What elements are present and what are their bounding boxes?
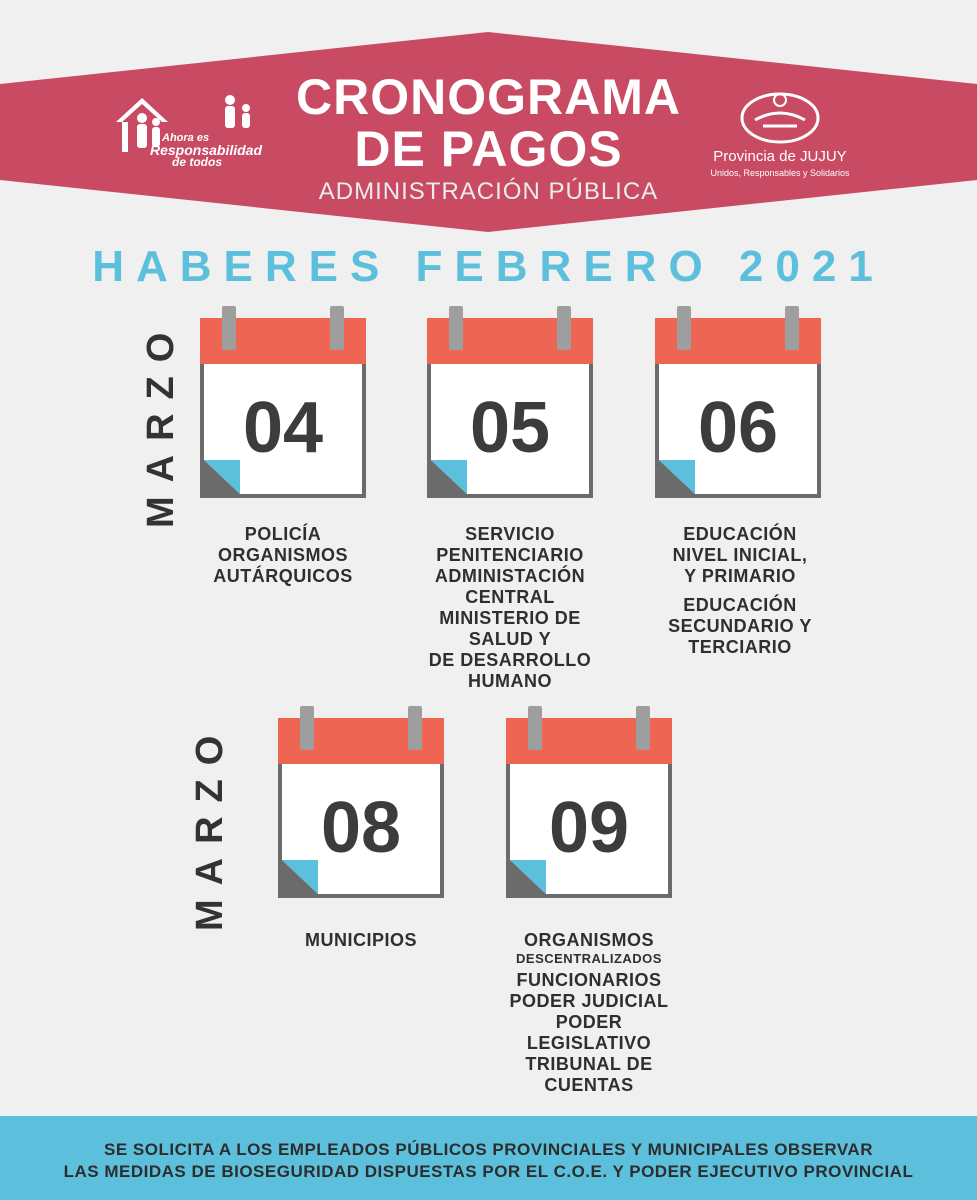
recipient-line: Y PRIMARIO <box>684 566 796 586</box>
month-label-row2: MARZO <box>189 721 231 931</box>
recipient-line: LEGISLATIVO <box>526 1033 652 1053</box>
calendar-day-05 <box>427 306 593 502</box>
calendar-day-08 <box>278 706 444 902</box>
recipient-line: TERCIARIO <box>688 637 792 657</box>
month-label-row1: MARZO <box>140 318 182 528</box>
jujuy-seal-icon <box>735 86 825 146</box>
logo-left-line1: Ahora es <box>162 132 210 144</box>
recipient-line: NIVEL INICIAL, <box>672 545 808 565</box>
footer-banner <box>0 1116 977 1200</box>
section-heading: HABERES FEBRERO 2021 <box>92 242 885 291</box>
footer-line2: LAS MEDIDAS DE BIOSEGURIDAD DISPUESTAS POR EL C.O.E. Y PODER EJECUTIVO PROVINCIAL <box>63 1162 914 1181</box>
calendar-day-04 <box>200 306 366 502</box>
page-title-line2: DE PAGOS <box>354 121 623 177</box>
recipient-line: SERVICIO <box>465 524 555 544</box>
recipient-line: MUNICIPIOS <box>304 930 417 950</box>
calendar-day-number: 04 <box>242 388 324 468</box>
recipient-line: PODER JUDICIAL <box>509 991 669 1011</box>
logo-right-name: Provincia de JUJUY <box>713 148 847 165</box>
calendar-day-number: 08 <box>320 788 402 868</box>
recipients-day-05 <box>400 524 620 692</box>
recipient-line: ORGANISMOS <box>217 545 348 565</box>
logo-left-line2: Responsabilidad <box>150 142 263 158</box>
recipient-line: ORGANISMOS <box>523 930 654 950</box>
calendar-day-number: 05 <box>469 388 551 468</box>
ahora-responsabilidad-logo <box>112 92 272 169</box>
recipient-line: AUTÁRQUICOS <box>213 566 353 586</box>
recipient-line: DESCENTRALIZADOS <box>516 951 662 966</box>
recipient-line: EDUCACIÓN <box>683 595 797 615</box>
recipient-line: DE DESARROLLO <box>428 650 592 670</box>
footer-line1: SE SOLICITA A LOS EMPLEADOS PÚBLICOS PROVINCIALES Y MUNICIPALES OBSERVAR <box>104 1140 873 1159</box>
recipients-day-06 <box>630 524 850 658</box>
recipients-day-08 <box>256 930 466 951</box>
calendar-day-number: 09 <box>548 788 630 868</box>
page-title-line1: CRONOGRAMA <box>296 69 681 125</box>
recipient-line: EDUCACIÓN <box>683 524 797 544</box>
calendar-day-09 <box>506 706 672 902</box>
page-subtitle: ADMINISTRACIÓN PÚBLICA <box>318 178 659 205</box>
recipient-line: PENITENCIARIO <box>436 545 584 565</box>
recipient-line: TRIBUNAL DE <box>525 1054 653 1074</box>
recipient-line: CENTRAL <box>465 587 555 607</box>
recipient-line: ADMINISTACIÓN <box>434 566 586 586</box>
logo-right-tagline: Unidos, Responsables y Solidarios <box>710 168 850 178</box>
family-figures-icon <box>216 92 256 132</box>
recipient-line: SALUD Y <box>468 629 552 649</box>
recipient-line: PODER <box>555 1012 623 1032</box>
recipient-line: POLICÍA <box>244 524 322 544</box>
logo-left-line3: de todos <box>172 155 222 169</box>
recipient-line: MINISTERIO DE <box>439 608 581 628</box>
recipients-day-04 <box>180 524 386 587</box>
recipient-line: CUENTAS <box>544 1075 634 1095</box>
jujuy-logo <box>700 86 860 186</box>
recipient-line: SECUNDARIO Y <box>668 616 812 636</box>
recipient-line: HUMANO <box>468 671 552 691</box>
recipients-day-09 <box>480 930 698 1096</box>
recipient-line: FUNCIONARIOS <box>516 970 662 990</box>
calendar-day-06 <box>655 306 821 502</box>
calendar-day-number: 06 <box>697 388 779 468</box>
